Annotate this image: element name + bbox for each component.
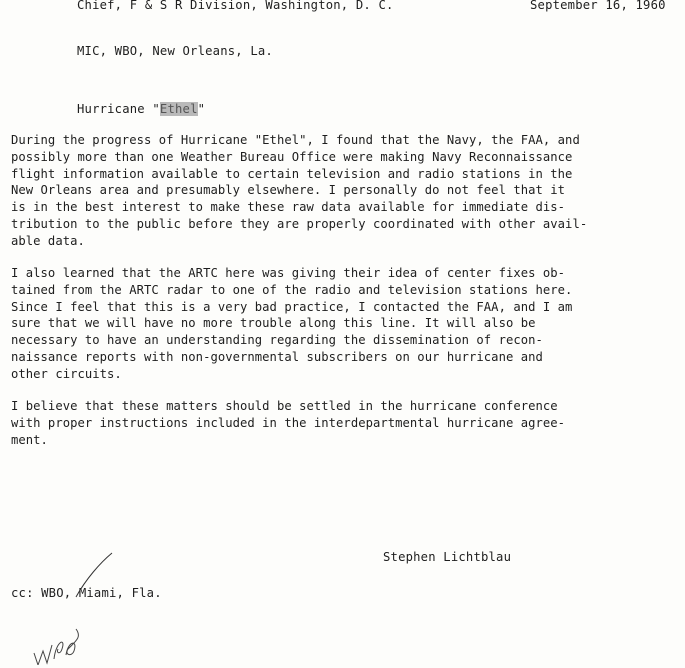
memo-date: September 16, 1960 xyxy=(530,0,666,12)
subject-suffix: " xyxy=(197,102,206,116)
signature-name: Stephen Lichtblau xyxy=(383,550,512,564)
body-paragraph-3: I believe that these matters should be settled in the hurricane conference with proper instructions included in the interdepartmental hurricane agree- ment. xyxy=(11,399,566,447)
body-paragraph-1: During the progress of Hurricane "Ethel", I found that the Navy, the FAA, and possibly more than one Weather Bureau Office were making Navy Reconnaissance flight information available to certain television and radio stations in the New Orleans area and presumably elsewhere. I personally do not feel that it is in the best interest to make these raw data available for immediate dis- tribution to the public before they are properly coordinated with other avail- able data. xyxy=(11,133,588,248)
subject-hurricane-name: Ethel xyxy=(159,102,198,116)
handwritten-mark-icon xyxy=(20,545,130,665)
cc-line: cc: WBO, Miami, Fla. xyxy=(11,586,162,600)
memo-from-line: Chief, F & S R Division, Washington, D. C. xyxy=(77,0,394,12)
memo-to-line: MIC, WBO, New Orleans, La. xyxy=(77,44,273,58)
subject-prefix: Hurricane " xyxy=(77,102,160,116)
body-paragraph-2: I also learned that the ARTC here was giving their idea of center fixes ob- tained from the ARTC radar to one of the radio and television stations here. Since I feel that this is a very bad practice, I contacted the FAA, and I am sure that we will have no more trouble along this line. It will also be necessary to have an understanding regarding the dissemination of recon- naissance reports with non-governmental subscribers on our hurricane and other circuits. xyxy=(11,266,573,381)
memo-subject xyxy=(77,101,205,118)
